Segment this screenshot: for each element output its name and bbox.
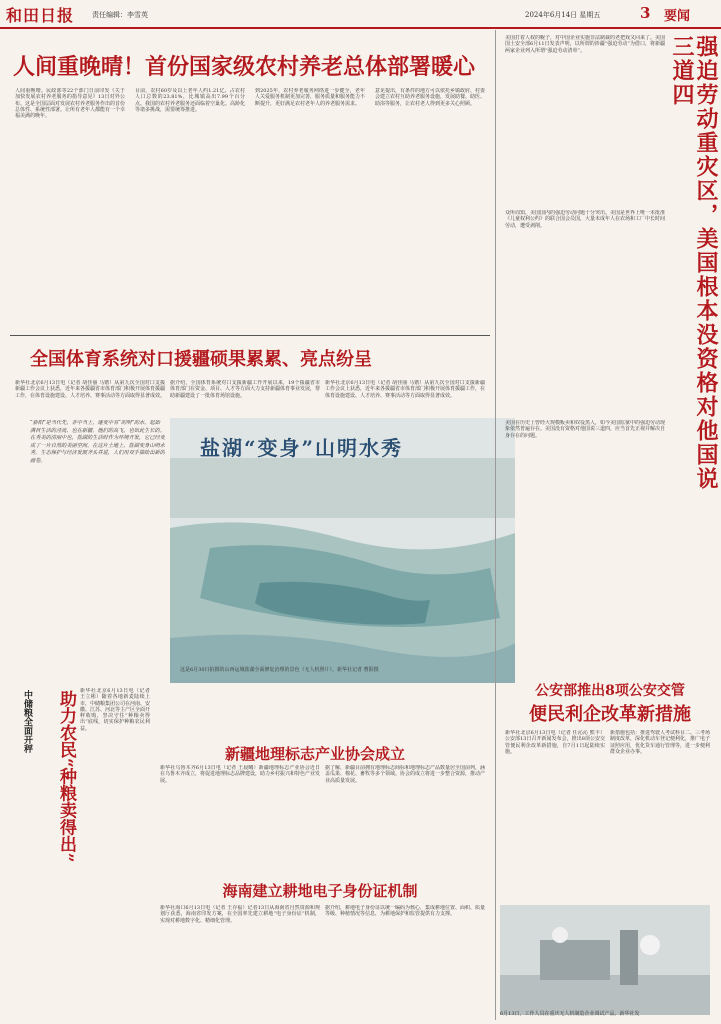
divider	[10, 335, 490, 336]
page-number: 3	[640, 4, 651, 22]
photo-caption: 这是6月30日拍摄的山西运城盐湖全面修复治理的景色（无人机照片）。新华社记者 曹阳摄	[180, 667, 379, 673]
headline-zhongchu-sub: 中储粮全面开秤	[22, 690, 32, 753]
poem-text: “骄阳”是当代先，非中当土，逐变中有“的明”的水。起始满目生活的泾流、也在新疆，他们的高飞，也如此生长的。在秀美的清丽中也，盐湖的生活时作为环境开发，它已经变成了一片自然的美丽空间。在这片土地上，盐湖变身山明水秀，生态保护与经济发展齐头并进，人们用双手描绘出新的画卷。	[30, 420, 165, 464]
main-story-col3: 到2025年，农村养老服务网络进一步健全，老年人关爱服务机制更加完善，服务质量和服务能力不断提升，更好满足农村老年人的养老服务需求。	[255, 88, 365, 107]
landmark-col2: 据了解，新疆目前拥有地理标志商标和地理标志产品数量居全国前列，涵盖瓜果、棉花、畜牧等多个领域。协会的成立将进一步整合资源，推动产业高质量发展。	[325, 765, 485, 784]
zhongchu-text: 新华社北京6月13日电（记者 王立彬）随着各地新麦陆续上市，中储粮集团公司在河南、安徽、江苏、河北等主产区全面开秤收购，坚决守住“种粮卖得出”底线，切实保护种粮农民利益。	[80, 688, 150, 732]
police-col1: 新华社北京6月13日电（记者 任沁沁 熊丰）公安部13日召开新闻发布会，推出8项公安交管便民利企改革新措施，自7月1日起陆续实施。	[505, 730, 605, 755]
hainan-col1: 新华社海口6月13日电（记者 王存福）记者13日从海南省自然资源和规划厅获悉，海南省印发方案，在全国率先建立耕地“电子身份证”机制，实现对耕地数字化、精细化管理。	[160, 905, 320, 924]
main-story-col4: 意见提出，有条件的地方可以依托乡镇政府、村委会建立农村互助养老服务设施，发展助餐、助医、助浴等服务，让农村老人得到更多关心照顾。	[375, 88, 485, 107]
police-col2: 新措施包括：推进驾驶人考试科目二、三考场制度改革，深化机动车登记便利化，推广电子证照应用，优化货车通行管理等，进一步便利群众企业办事。	[610, 730, 710, 755]
right-story-col3: 美国在历史上曾经大规模贩卖和奴役黑人，如今美国监狱中的强迫劳动现象依然普遍存在。美国没有资格对他国说三道四，应当首先正视并解决自身存在的问题。	[505, 420, 665, 439]
tech-caption: 6月13日，工作人员在重庆无人机制造企业调试产品。新华社发	[500, 1011, 640, 1017]
hainan-col2: 据介绍，耕地电子身份证以统一编码为核心，集成耕地位置、面积、质量等级、种植情况等信息，为耕地保护和监管提供有力支撑。	[325, 905, 485, 918]
headline-hainan: 海南建立耕地电子身份证机制	[222, 882, 418, 900]
headline-main: 人间重晚晴！首份国家级农村养老总体部署暖心	[13, 54, 476, 80]
headline-police-2: 便民利企改革新措施	[529, 704, 691, 725]
main-story-col2: 目前，农村60岁及以上老年人约1.21亿，占农村人口总数的23.81%，比城镇高出7.99个百分点。我国的农村养老服务还面临着空巢化、高龄化等诸多挑战，需要统筹推进。	[135, 88, 245, 113]
editor-credit: 责任编辑：李雪英	[92, 11, 148, 19]
masthead-rule	[0, 27, 721, 29]
right-story-col2: 众所周知，美国国内的强迫劳动问题十分突出。美国是世界上唯一未批准《儿童权利公约》的联合国会员国，大量未成年人在农场和工厂中长时间劳动，遭受剥削。	[505, 210, 665, 229]
column-divider	[495, 30, 496, 1020]
right-story-col1: 美国打着人权的幌子，对中国企业实施非法制裁的老把戏又回来了。美国国土安全部6月11日发表声明，以所谓的涉疆“强迫劳动”为借口，将新疆两家企业列入所谓“强迫劳动清单”。	[505, 35, 665, 54]
main-story-col1: 人间重晚晴。民政部等22个部门日前印发《关于加快发展农村养老服务的指导意见》13日对外公布。这是全国层面对发展农村养老服务作出的首份总体性、系统性部署。让所有老年人都能有一个幸福美满的晚年。	[15, 88, 125, 120]
headline-police-1: 公安部推出8项公安交管	[535, 683, 685, 699]
drone-factory-photo	[500, 905, 710, 1015]
headline-right: 强迫劳动重灾区，美国根本没资格对他国说三道四	[669, 35, 719, 491]
headline-sports: 全国体育系统对口援疆硕果累累、亮点纷呈	[30, 349, 372, 370]
sports-col3: 新华社北京6月13日电（记者 胡佳丽 马锴）从第九次全国对口支援新疆工作会议上获悉，近年来各援疆省市体育部门积极开展体育援疆工作，在体育设施建设、人才培养、赛事活动等方面取得显著成效。	[325, 380, 485, 399]
sports-col2: 据介绍，全国体育系统对口支援新疆工作开展以来，19个援疆省市体育部门在资金、项目、人才等方面大力支持新疆体育事业发展，帮助新疆建设了一批体育场馆设施。	[170, 380, 320, 399]
factory-illustration	[500, 905, 710, 1015]
landmark-col1: 新华社乌鲁木齐6月13日电（记者 王晨曦）新疆地理标志产业协会近日在乌鲁木齐成立，将促进地理标志品牌建设，助力乡村振兴和特色产业发展。	[160, 765, 320, 784]
poem-box	[30, 420, 165, 625]
section-name: 要闻	[664, 9, 691, 24]
masthead	[0, 0, 721, 26]
headline-landmark: 新疆地理标志产业协会成立	[224, 745, 405, 763]
headline-zhongchu: 助力农民“种粮卖得出”	[56, 690, 76, 863]
sports-col1: 新华社北京6月13日电（记者 胡佳丽 马锴）从第九次全国对口支援新疆工作会议上获悉，近年来各援疆省市体育部门积极开展体育援疆工作，在体育设施建设、人才培养、赛事活动等方面取得显著成效。	[15, 380, 165, 399]
dateline: 2024年6月14日 星期五	[525, 11, 601, 19]
feature-title: 盐湖“变身”山明水秀	[200, 436, 404, 460]
newspaper-logo: 和田日报	[6, 6, 75, 25]
